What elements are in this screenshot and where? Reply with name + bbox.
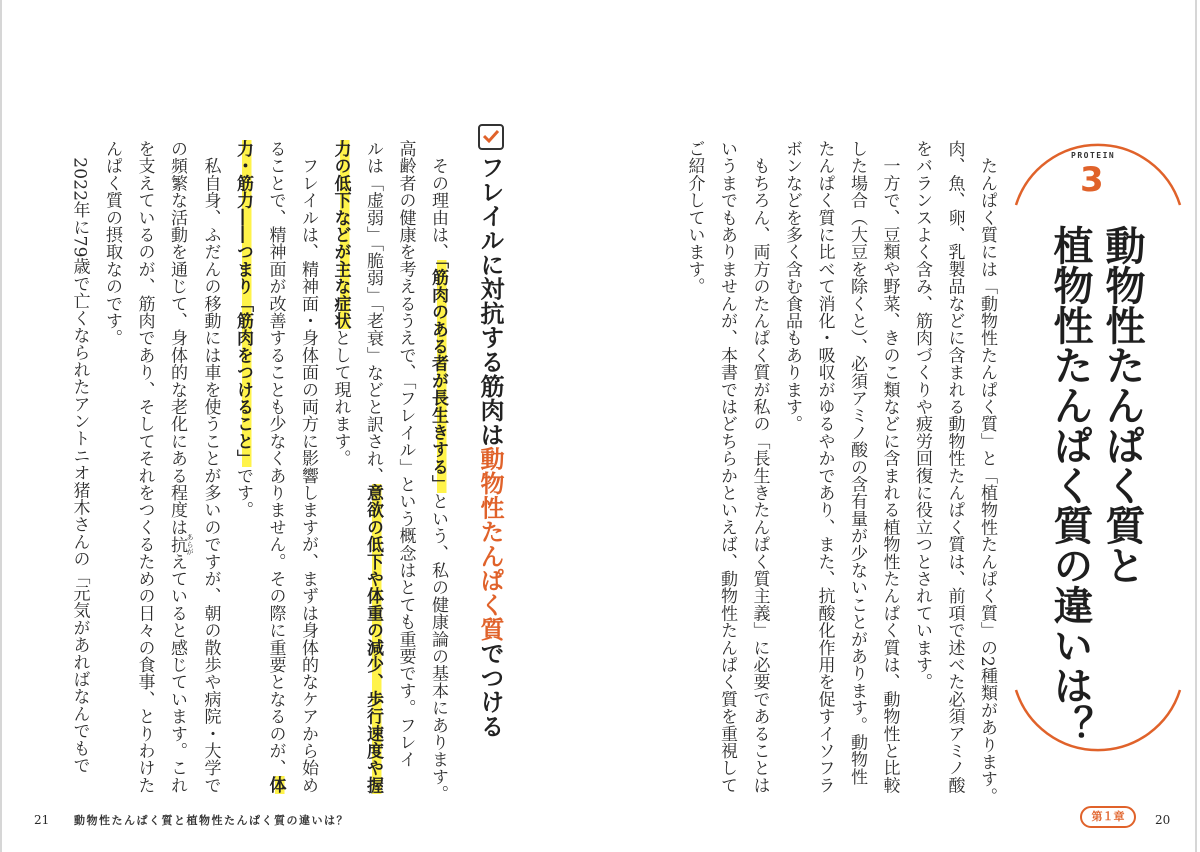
text-line: もちろん、両方のたんぱく質が私の「長生きたんぱく質主義」に必要であることは bbox=[749, 140, 770, 794]
highlighted-text: 力・筋力――つまり「筋肉をつけること」 bbox=[233, 140, 253, 467]
checkbox-icon bbox=[478, 124, 504, 150]
text-segment: ることで、精神面が改善することも少なくありません。その際に重要となるのが、 bbox=[265, 140, 286, 777]
text-segment: という、私の健康論の基本にあります。 bbox=[428, 492, 448, 803]
ruby-reading: あらが bbox=[186, 533, 194, 556]
left-page-body bbox=[63, 140, 454, 803]
text-line bbox=[161, 140, 195, 794]
text-line bbox=[194, 140, 227, 794]
text-line bbox=[324, 140, 357, 745]
text-segment: 2022年に79歳で亡くなられたアントニオ猪木さんの「元気があればなんでもで bbox=[69, 140, 90, 774]
text-segment: その理由は、 bbox=[428, 140, 448, 261]
text-segment: えていると感じています。これ bbox=[167, 552, 187, 794]
page-number-right: 20 bbox=[1155, 813, 1171, 827]
text-line bbox=[422, 140, 455, 803]
text-segment: ルは「虚弱」「脆弱」「老衰」などと訳され、 bbox=[363, 140, 383, 485]
subheading-text-end: でつける bbox=[476, 641, 504, 739]
text-line: たんぱく質に比べて消化・吸収がゆるやかであり、また、抗酸化作用を促すイソフラ bbox=[814, 140, 835, 794]
section-title bbox=[1044, 225, 1148, 745]
subheading bbox=[473, 155, 507, 738]
text-segment: です。 bbox=[233, 466, 253, 519]
section-title-line: 動物性たんぱく質と bbox=[1099, 225, 1145, 585]
text-line bbox=[96, 140, 129, 745]
text-line bbox=[63, 140, 96, 774]
chapter-badge: 第１章 bbox=[1080, 806, 1136, 828]
ruby-base: 抗 bbox=[167, 533, 187, 556]
text-line bbox=[227, 140, 260, 745]
text-line: ボンなどを多く含む食品もあります。 bbox=[782, 140, 802, 433]
text-line: ご紹介しています。 bbox=[684, 140, 705, 295]
text-line bbox=[128, 140, 161, 794]
text-line bbox=[259, 140, 292, 794]
text-line: 肉、魚、卵、乳製品などに含まれる動物性たんぱく質は、前項で述べた必須アミノ酸 bbox=[944, 140, 965, 794]
text-segment: を支えているのが、筋肉であり、そしてそれをつくるための日々の食事、とりわけた bbox=[134, 140, 155, 794]
section-number: 3 bbox=[1080, 160, 1104, 200]
running-title: 動物性たんぱく質と植物性たんぱく質の違いは？ bbox=[74, 814, 349, 827]
subheading-text: フレイルに対抗する筋肉は bbox=[476, 155, 504, 447]
section-title-block bbox=[1008, 100, 1188, 790]
highlighted-text: 「筋肉のある者が長生きする」 bbox=[428, 260, 448, 493]
highlighted-text: 体 bbox=[265, 776, 286, 794]
text-line bbox=[389, 140, 422, 768]
text-segment: の頻繁な活動を通じて、身体的な老化にある程度は bbox=[167, 140, 187, 536]
text-line: 一方で、豆類や野菜、きのこ類などに含まれる植物性たんぱく質は、動物性と比較 bbox=[879, 140, 900, 794]
text-line bbox=[357, 140, 390, 794]
page-edge-left bbox=[0, 0, 2, 852]
section-title-line: 植物性たんぱく質の違いは？ bbox=[1047, 225, 1093, 745]
text-segment: んぱく質の摂取なのです。 bbox=[102, 140, 122, 347]
right-page-body bbox=[678, 140, 1003, 805]
highlighted-text: 力の低下などが主な症状 bbox=[330, 140, 351, 330]
text-line bbox=[292, 140, 325, 794]
page-number-left: 21 bbox=[34, 813, 50, 827]
ruby-text bbox=[167, 533, 194, 556]
text-segment: 私自身、ふだんの移動には車を使うことが多いのですが、朝の散歩や病院・大学で bbox=[200, 140, 221, 794]
highlighted-text: 意欲の低下や体重の減少、歩行速度や握 bbox=[363, 484, 383, 794]
text-line: した場合（大豆を除くと）、必須アミノ酸の含有量が少ないことがあります。動物性 bbox=[847, 140, 867, 786]
text-segment: フレイルは、精神面・身体面の両方に影響しますが、まずは身体的なケアから始め bbox=[298, 140, 318, 794]
text-line: いうまでもありませんが、本書ではどちらかといえば、動物性たんぱく質を重視して bbox=[717, 140, 737, 794]
protein-label: PROTEIN bbox=[1071, 151, 1116, 160]
text-line: をバランスよく含み、筋肉づくりや疲労回復に役立つとされています。 bbox=[912, 140, 932, 691]
text-segment: 高齢者の健康を考えるうえで、「フレイル」という概念はとても重要です。フレイ bbox=[395, 140, 416, 768]
text-line: たんぱく質には「動物性たんぱく質」と「植物性たんぱく質」の2種類があります。 bbox=[977, 140, 997, 805]
text-segment: として現れます。 bbox=[330, 329, 351, 467]
page-edge-right bbox=[1195, 0, 1197, 852]
subheading-accent: 動物性たんぱく質 bbox=[476, 446, 504, 642]
